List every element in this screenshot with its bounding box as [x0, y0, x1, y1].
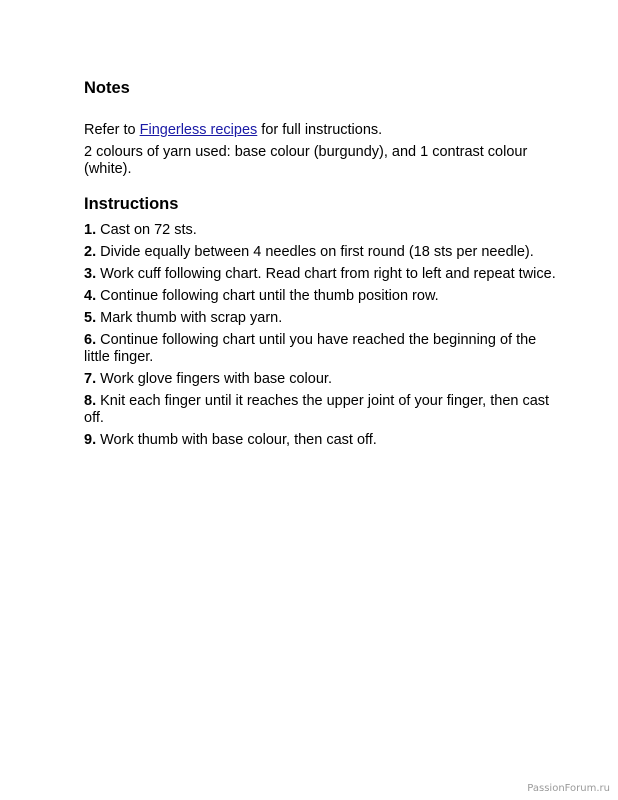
- step-number: 6.: [84, 332, 97, 348]
- refer-suffix: for full instructions.: [257, 122, 383, 138]
- step-text: Knit each finger until it reaches the upper joint of your finger, then cast off.: [84, 393, 550, 426]
- notes-heading: Notes: [84, 79, 130, 97]
- instructions-list: [84, 222, 564, 449]
- step-number: 2.: [84, 244, 97, 260]
- instruction-step: [84, 371, 564, 388]
- step-number: 1.: [84, 222, 97, 238]
- instruction-step: [84, 432, 564, 449]
- step-text: Mark thumb with scrap yarn.: [96, 310, 283, 326]
- refer-prefix: Refer to: [84, 122, 140, 138]
- instruction-step: [84, 244, 564, 261]
- step-text: Work thumb with base colour, then cast off.: [96, 432, 377, 448]
- fingerless-recipes-link[interactable]: Fingerless recipes: [139, 122, 258, 138]
- instruction-step: [84, 266, 564, 283]
- step-text: Divide equally between 4 needles on first round (18 sts per needle).: [96, 244, 534, 260]
- step-number: 3.: [84, 266, 97, 282]
- step-number: 9.: [84, 432, 97, 448]
- step-number: 5.: [84, 310, 97, 326]
- step-text: Continue following chart until the thumb position row.: [96, 288, 439, 304]
- step-number: 7.: [84, 371, 97, 387]
- step-text: Work glove fingers with base colour.: [96, 371, 332, 387]
- step-text: Cast on 72 sts.: [96, 222, 197, 238]
- watermark: PassionForum.ru: [527, 783, 610, 794]
- instruction-step: [84, 310, 564, 327]
- step-number: 8.: [84, 393, 97, 409]
- instruction-step: [84, 288, 564, 305]
- instruction-step: [84, 332, 564, 366]
- document-page: [84, 78, 564, 454]
- refer-paragraph: [84, 122, 564, 139]
- instructions-heading: Instructions: [84, 195, 179, 213]
- step-number: 4.: [84, 288, 97, 304]
- yarn-paragraph: 2 colours of yarn used: base colour (burgundy), and 1 contrast colour (white).: [84, 144, 528, 177]
- instruction-step: [84, 222, 564, 239]
- step-text: Work cuff following chart. Read chart from right to left and repeat twice.: [96, 266, 556, 282]
- step-text: Continue following chart until you have reached the beginning of the little finger.: [84, 332, 537, 365]
- instruction-step: [84, 393, 564, 427]
